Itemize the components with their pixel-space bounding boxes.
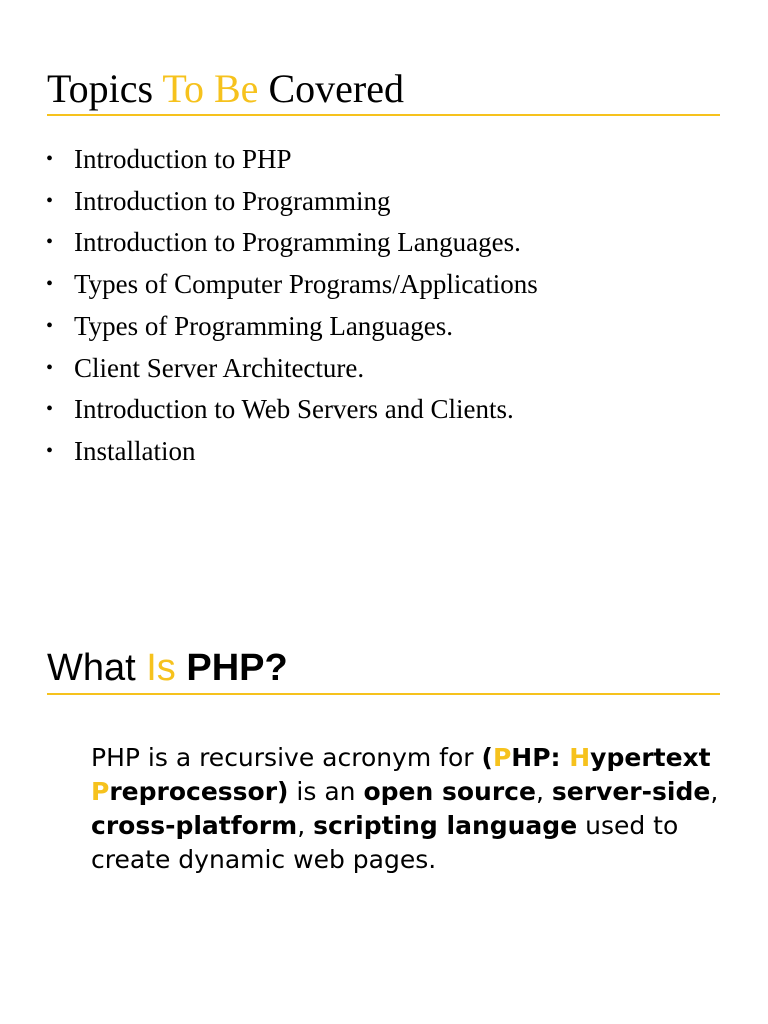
list-item-text: Types of Programming Languages. xyxy=(74,310,454,341)
term-open-source: open source xyxy=(363,777,536,806)
list-item xyxy=(46,139,538,181)
list-item xyxy=(46,389,538,431)
list-item-text: Client Server Architecture. xyxy=(74,352,365,383)
title-word-covered: Covered xyxy=(258,66,404,111)
bullet-icon: • xyxy=(46,314,54,337)
list-item xyxy=(46,222,538,264)
text-run: ( xyxy=(481,743,493,772)
title-word-what: What xyxy=(47,647,147,689)
text-run: reprocessor) xyxy=(109,777,289,806)
title-word-topics: Topics xyxy=(47,66,163,111)
acronym-letter-h: H xyxy=(569,743,591,772)
list-item-text: Introduction to Programming xyxy=(74,185,391,216)
list-item-text: Introduction to Web Servers and Clients. xyxy=(74,394,514,425)
text-run: HP: xyxy=(511,743,570,772)
text-run: PHP is a recursive acronym for xyxy=(91,743,482,772)
bullet-icon: • xyxy=(46,273,54,296)
slide-title-what-is-php xyxy=(47,646,288,690)
bullet-icon: • xyxy=(46,439,54,462)
text-run: , xyxy=(535,777,552,806)
list-item xyxy=(46,181,538,223)
bullet-icon: • xyxy=(46,231,54,254)
title-accent-is: Is xyxy=(146,647,176,689)
text-run: , xyxy=(710,777,719,806)
list-item-text: Installation xyxy=(74,435,196,466)
list-item xyxy=(46,431,538,473)
title-word-php: PHP? xyxy=(175,647,288,689)
list-item-text: Introduction to Programming Languages. xyxy=(74,227,521,258)
title-underline xyxy=(47,114,720,116)
text-run: ypertext xyxy=(590,743,711,772)
slide-title-topics xyxy=(47,66,404,112)
acronym-letter-p: P xyxy=(91,777,110,806)
php-definition-paragraph xyxy=(91,741,751,877)
bullet-icon: • xyxy=(46,398,54,421)
list-item xyxy=(46,306,538,348)
list-item xyxy=(46,348,538,390)
bullet-icon: • xyxy=(46,189,54,212)
text-run: used to create dynamic web pages. xyxy=(91,811,679,874)
bullet-icon: • xyxy=(46,356,54,379)
text-run: is an xyxy=(288,777,364,806)
title-accent-to-be: To Be xyxy=(162,66,259,111)
list-item-text: Introduction to PHP xyxy=(74,144,292,174)
topics-list xyxy=(46,139,538,473)
term-server-side: server-side xyxy=(551,777,711,806)
list-item xyxy=(46,264,538,306)
list-item-text: Types of Computer Programs/Applications xyxy=(74,269,538,300)
bullet-icon: • xyxy=(46,148,54,170)
text-run: , xyxy=(297,811,314,840)
title-underline xyxy=(47,693,720,695)
term-cross-platform: cross-platform xyxy=(91,811,298,840)
acronym-letter-p: P xyxy=(492,743,512,772)
term-scripting-language: scripting language xyxy=(313,811,578,840)
slide-what-is-php xyxy=(0,512,768,1024)
